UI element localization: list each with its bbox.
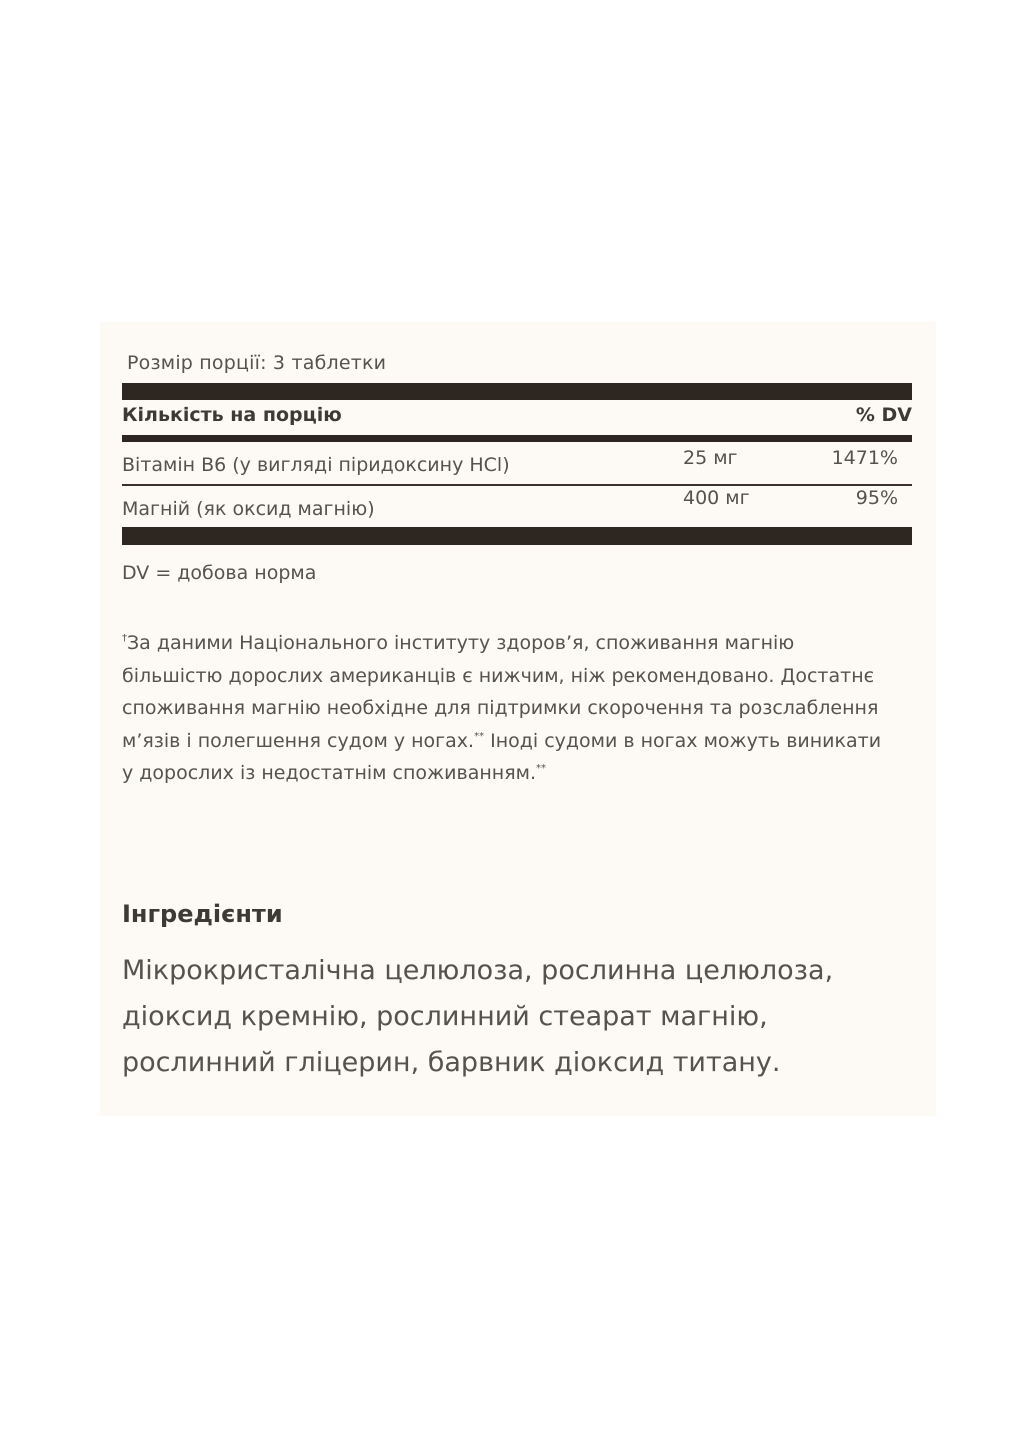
ingredients-list: Мікрокристалічна целюлоза, рослинна целюлоза, діоксид кремнію, рослинний стеарат магнію, рослинний гліцерин, барвник діоксид титану. — [122, 955, 834, 1078]
header-divider-bar — [122, 435, 912, 442]
nutrient-amount: 400 мг — [683, 487, 750, 509]
dv-definition: DV = добова норма — [122, 562, 317, 584]
table-bottom-bar — [122, 527, 912, 545]
double-asterisk-mark: ** — [474, 730, 485, 742]
ingredients-heading: Інгредієнти — [122, 900, 283, 928]
table-header — [122, 402, 912, 434]
amount-per-serving-label: Кількість на порцію — [122, 404, 342, 426]
table-row — [122, 444, 912, 484]
nutrient-dv: 1471% — [831, 447, 898, 469]
footnote-text-2: Іноді судоми в ногах можуть виникати у дорослих із недостатнім споживанням. — [122, 729, 882, 784]
serving-size: Розмір порції: 3 таблетки — [127, 352, 387, 374]
double-asterisk-mark: ** — [536, 763, 546, 774]
dagger-mark: † — [122, 633, 127, 644]
footnote-text-1: За даними Національного інституту здоров’я, споживання магнію більшістю дорослих американців є нижчим, ніж рекомендовано. Достатнє споживання магнію необхідне для підтримки скорочення та розслаблення м’язів і полегшення судом у ногах. — [122, 632, 879, 752]
row-divider — [122, 484, 912, 486]
footnote — [122, 627, 882, 790]
dv-column-label: % DV — [855, 404, 912, 426]
nutrient-amount: 25 мг — [683, 447, 738, 469]
supplement-facts-panel — [100, 322, 936, 1116]
nutrient-name: Магній (як оксид магнію) — [122, 498, 375, 520]
nutrient-name: Вітамін B6 (у вигляді піридоксину HCl) — [122, 454, 510, 476]
table-top-bar — [122, 383, 912, 400]
table-row — [122, 487, 912, 527]
nutrient-dv: 95% — [855, 487, 898, 509]
